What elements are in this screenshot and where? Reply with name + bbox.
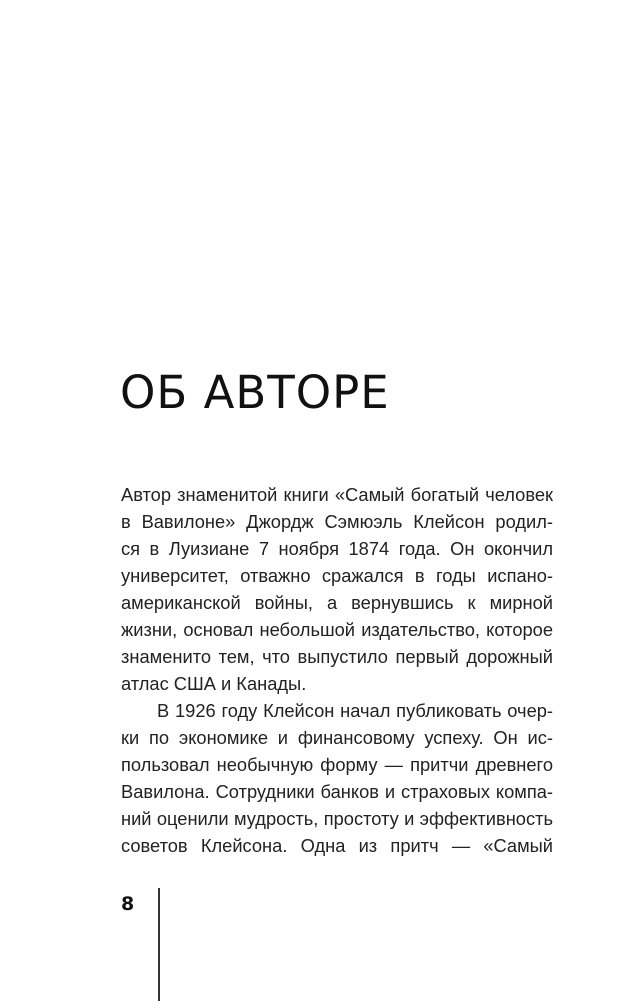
paragraph-2 [121, 697, 553, 859]
text-line: ки по экономике и финансовому успеху. Он ис- [121, 727, 553, 748]
text-line: университет, отважно сражался в годы испано- [121, 565, 553, 586]
text-line: ся в Луизиане 7 ноября 1874 года. Он окончил [121, 538, 553, 559]
text-line: атлас США и Канады. [121, 673, 307, 694]
page-title: ОБ АВТОРЕ [120, 366, 390, 419]
text-line: Автор знаменитой книги «Самый богатый человек [121, 484, 553, 505]
text-line: В 1926 году Клейсон начал публиковать очер- [157, 700, 553, 721]
page-number: 8 [121, 893, 135, 915]
text-line: Вавилона. Сотрудники банков и страховых компа- [121, 781, 553, 802]
text-line: в Вавилоне» Джордж Сэмюэль Клейсон родил- [121, 511, 553, 532]
paragraph-1 [121, 481, 553, 697]
text-line: ний оценили мудрость, простоту и эффективность [121, 808, 553, 829]
text-line: жизни, основал небольшой издательство, которое [121, 619, 553, 640]
text-line: американской войны, а вернувшись к мирной [121, 592, 553, 613]
footer-divider [158, 888, 160, 1001]
text-line: пользовал необычную форму — притчи древнего [121, 754, 553, 775]
text-line: знаменито тем, что выпустило первый дорожный [121, 646, 553, 667]
text-line: советов Клейсона. Одна из притч — «Самый [121, 835, 553, 856]
body-text [121, 481, 553, 859]
